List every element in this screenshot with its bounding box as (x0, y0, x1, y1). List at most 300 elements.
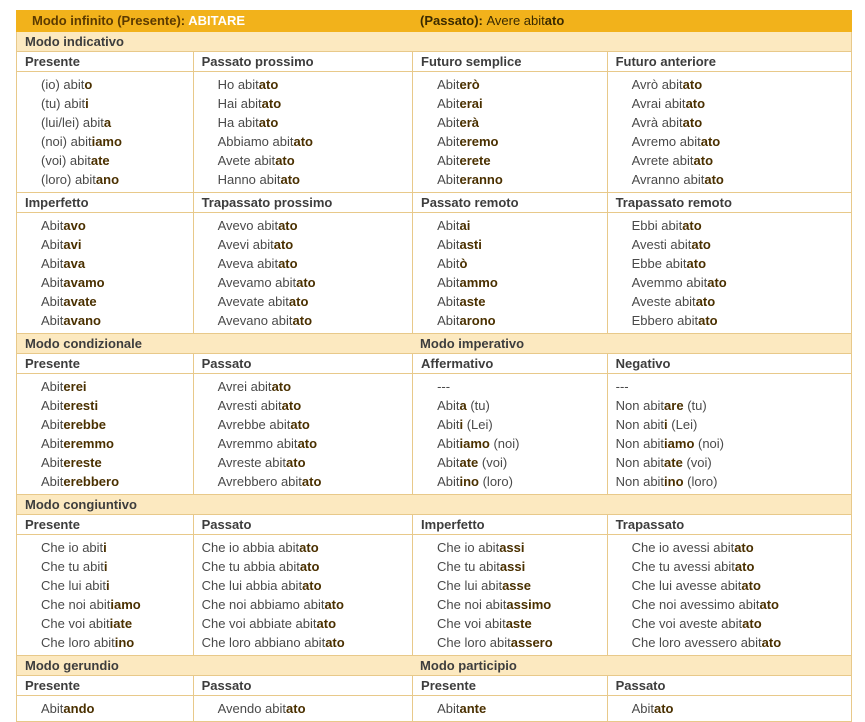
tense-body-row (17, 72, 851, 193)
conjugation-form (41, 235, 193, 254)
form-ending: assi (499, 559, 526, 574)
conjugation-column (412, 213, 607, 333)
conjugation-form (632, 311, 851, 330)
form-stem: Abit (41, 379, 64, 394)
conjugation-form (632, 633, 851, 652)
form-ending: ato (707, 275, 727, 290)
form-ending: eresti (63, 398, 99, 413)
conjugation-column (607, 213, 851, 333)
form-ending: ato (698, 313, 718, 328)
form-stem: Abbiamo abit (217, 134, 294, 149)
conjugation-form (202, 538, 412, 557)
form-ending: ate (90, 153, 110, 168)
form-stem: Che loro avessero abit (631, 635, 762, 650)
form-ending: erebbe (63, 417, 107, 432)
form-ending: ano (95, 172, 120, 187)
tense-header: Passato prossimo (193, 52, 412, 71)
form-ending: i (85, 96, 89, 111)
form-ending: ato (271, 379, 292, 394)
form-stem: Che io abit (41, 540, 104, 555)
tense-body-row (17, 213, 851, 334)
tense-body-row (17, 535, 851, 656)
mode-title: Modo indicativo (25, 34, 124, 49)
form-ending: ato (261, 96, 282, 111)
conjugation-form (41, 75, 193, 94)
tense-body-row (17, 374, 851, 495)
conjugation-form (202, 557, 412, 576)
tense-header: Imperfetto (25, 195, 89, 210)
conjugation-form (41, 254, 193, 273)
conjugation-form (218, 94, 412, 113)
form-ending: iamo (664, 436, 695, 451)
form-stem: Avrei abit (217, 379, 272, 394)
conjugation-column (193, 213, 412, 333)
form-stem: Avranno abit (631, 172, 705, 187)
form-stem: Abit (437, 436, 460, 451)
tense-header-row (17, 193, 851, 213)
form-pronoun: (voi) (682, 455, 712, 470)
form-pronoun: (noi) (489, 436, 520, 451)
tense-header: Presente (412, 676, 607, 695)
form-ending: ato (685, 96, 706, 111)
form-ending: ereste (63, 455, 102, 470)
tense-header-row (17, 515, 851, 535)
form-pronoun: (voi) (478, 455, 508, 470)
form-stem: (loro) abit (41, 172, 96, 187)
form-stem: Avevano abit (217, 313, 293, 328)
form-stem: Avemmo abit (631, 275, 708, 290)
form-ending: iamo (110, 597, 141, 612)
conjugation-form (41, 396, 193, 415)
conjugation-form (632, 292, 851, 311)
conjugation-form (218, 113, 412, 132)
conjugation-form (437, 434, 607, 453)
section-condizionale-imperativo (17, 334, 851, 354)
form-stem: Che io abit (437, 540, 500, 555)
tense-block (17, 676, 851, 722)
conjugation-form (41, 595, 193, 614)
form-ending: i (459, 417, 464, 432)
conjugation-form (41, 292, 193, 311)
form-ending: ato (761, 635, 782, 650)
form-pronoun: (Lei) (667, 417, 698, 432)
form-stem: Che voi abbiate abit (201, 616, 317, 631)
tense-header: Presente (25, 517, 80, 532)
conjugation-form (632, 75, 851, 94)
form-ending: ato (325, 635, 345, 650)
form-stem: Abit (437, 172, 460, 187)
form-stem: Avevate abit (217, 294, 289, 309)
mode-title: Modo congiuntivo (25, 497, 137, 512)
conjugation-form (41, 576, 193, 595)
form-stem: Hanno abit (217, 172, 281, 187)
conjugation-form (437, 538, 607, 557)
conjugation-form (218, 396, 412, 415)
conjugation-form (437, 415, 607, 434)
conjugation-column (17, 72, 193, 192)
mode-title: Modo condizionale (25, 336, 142, 351)
form-stem: --- (437, 379, 451, 394)
conjugation-form (41, 415, 193, 434)
form-ending: ato (682, 218, 702, 233)
form-stem: Avevi abit (217, 237, 274, 252)
conjugation-column (193, 72, 412, 192)
conjugation-form (437, 396, 607, 415)
conjugation-form (632, 151, 851, 170)
form-ending: ate (459, 455, 479, 470)
conjugation-form (41, 113, 193, 132)
conjugation-form (632, 235, 851, 254)
conjugation-column (607, 72, 851, 192)
tense-header-row (17, 676, 851, 696)
mode-title: Modo gerundio (25, 658, 119, 673)
past-stem: Avere abit (486, 13, 545, 28)
conjugation-form (632, 132, 851, 151)
form-ending: iamo (459, 436, 490, 451)
form-ending: ino (114, 635, 135, 650)
conjugation-form (202, 595, 412, 614)
form-stem: Che io abbia abit (201, 540, 300, 555)
tense-block (17, 52, 851, 193)
conjugation-form (632, 216, 851, 235)
form-ending: ammo (459, 275, 498, 290)
form-ending: assimo (506, 597, 552, 612)
form-stem: Abit (41, 237, 64, 252)
form-ending: iamo (91, 134, 122, 149)
conjugation-form (41, 472, 193, 491)
section-congiuntivo (17, 495, 851, 515)
form-stem: Abit (437, 115, 460, 130)
conjugation-form (437, 292, 607, 311)
form-stem: Abit (437, 701, 460, 716)
conjugation-form (437, 235, 607, 254)
conjugation-form (632, 614, 851, 633)
form-ending: erete (459, 153, 491, 168)
form-ending: ato (280, 172, 300, 187)
form-stem: Abit (437, 417, 460, 432)
tense-header: Passato (193, 515, 412, 534)
form-ending: a (459, 398, 467, 413)
form-ending: avamo (63, 275, 105, 290)
form-stem: Che noi abit (437, 597, 507, 612)
form-stem: Avreste abit (217, 455, 287, 470)
form-stem: Che noi avessimo abit (631, 597, 760, 612)
conjugation-form (41, 273, 193, 292)
conjugation-form (437, 377, 607, 396)
form-stem: Che noi abbiamo abit (201, 597, 325, 612)
form-ending: erai (459, 96, 483, 111)
form-stem: Che tu abit (41, 559, 104, 574)
form-stem: Avrà abit (631, 115, 683, 130)
tense-header: Trapassato prossimo (193, 193, 412, 212)
form-ending: ato (734, 559, 755, 574)
tense-header: Imperfetto (412, 515, 607, 534)
form-stem: Che lui abbia abit (201, 578, 303, 593)
form-ending: ato (286, 455, 306, 470)
form-ending: ai (459, 218, 471, 233)
form-ending: ato (654, 701, 674, 716)
form-ending: ante (459, 701, 487, 716)
conjugation-form (632, 557, 851, 576)
mode-title: Modo imperativo (420, 336, 525, 351)
form-ending: asse (502, 578, 531, 593)
conjugation-form (218, 216, 412, 235)
form-stem: Abit (437, 294, 460, 309)
form-ending: ato (258, 77, 279, 92)
conjugation-form (632, 94, 851, 113)
form-ending: i (106, 578, 110, 593)
conjugation-form (437, 113, 607, 132)
tense-header: Futuro anteriore (607, 52, 851, 71)
form-ending: assi (499, 540, 525, 555)
form-stem: Ebbe abit (631, 256, 687, 271)
conjugation-form (632, 595, 851, 614)
tense-header: Passato remoto (412, 193, 607, 212)
conjugation-form (41, 216, 193, 235)
form-stem: Avendo abit (217, 701, 287, 716)
conjugation-form (218, 170, 412, 189)
form-stem: Avrete abit (631, 153, 694, 168)
tense-block (17, 193, 851, 334)
conjugation-column (17, 535, 193, 655)
conjugation-column (17, 213, 193, 333)
conjugation-form (41, 151, 193, 170)
conjugation-form (41, 699, 193, 718)
infinitive-past (412, 10, 852, 32)
form-stem: Non abit (615, 398, 665, 413)
tense-header: Passato (193, 676, 412, 695)
form-ending: ato (682, 77, 703, 92)
form-stem: Avete abit (217, 153, 276, 168)
conjugation-form (616, 377, 851, 396)
form-stem: Avevamo abit (217, 275, 297, 290)
form-stem: Abit (437, 474, 460, 489)
conjugation-form (632, 699, 851, 718)
conjugation-form (41, 453, 193, 472)
form-ending: ato (686, 256, 707, 271)
conjugation-form (437, 633, 607, 652)
form-ending: ato (290, 417, 310, 432)
form-stem: Ebbero abit (631, 313, 699, 328)
form-ending: ato (693, 153, 714, 168)
form-stem: Aveste abit (631, 294, 696, 309)
form-ending: ava (63, 256, 86, 271)
conjugation-form (616, 453, 851, 472)
form-ending: ato (288, 294, 309, 309)
form-ending: ato (700, 134, 721, 149)
conjugation-form (437, 595, 607, 614)
form-ending: i (103, 540, 107, 555)
form-ending: ato (302, 578, 322, 593)
form-stem: Abit (41, 294, 64, 309)
form-stem: Che loro abit (437, 635, 511, 650)
conjugation-form (41, 94, 193, 113)
form-stem: Abit (437, 256, 460, 271)
form-ending: ato (682, 115, 703, 130)
form-ending: ato (278, 256, 298, 271)
form-ending: ino (459, 474, 479, 489)
form-stem: Non abit (615, 455, 665, 470)
conjugation-form (218, 75, 412, 94)
form-stem: (io) abit (41, 77, 85, 92)
form-stem: (voi) abit (41, 153, 91, 168)
infinitive-header (16, 10, 852, 32)
form-ending: ato (299, 559, 320, 574)
form-stem: Che voi abit (437, 616, 506, 631)
form-stem: Abit (437, 96, 460, 111)
conjugation-column (412, 374, 607, 494)
tense-header-row (17, 354, 851, 374)
conjugation-form (41, 311, 193, 330)
form-ending: ato (324, 597, 344, 612)
form-ending: eremo (459, 134, 499, 149)
form-stem: Abit (41, 398, 64, 413)
form-ending: aste (459, 294, 486, 309)
form-ending: avate (63, 294, 97, 309)
conjugation-form (218, 151, 412, 170)
conjugation-form (41, 132, 193, 151)
section-gerundio-participio (17, 656, 851, 676)
form-stem: Che noi abit (41, 597, 111, 612)
form-pronoun: (loro) (683, 474, 718, 489)
form-stem: Abit (41, 474, 64, 489)
conjugation-form (218, 235, 412, 254)
conjugation-form (218, 453, 412, 472)
conjugation-form (437, 614, 607, 633)
form-ending: i (103, 559, 108, 574)
form-stem: Avremmo abit (217, 436, 298, 451)
form-ending: ato (695, 294, 716, 309)
form-stem: (noi) abit (41, 134, 92, 149)
infinitive-verb: ABITARE (188, 13, 246, 28)
form-stem: Abit (41, 256, 64, 271)
form-stem: Abit (41, 313, 64, 328)
form-ending: erei (63, 379, 87, 394)
conjugation-column (193, 535, 412, 655)
form-ending: ato (691, 237, 711, 252)
form-pronoun: (noi) (694, 436, 725, 451)
conjugation-column (607, 535, 851, 655)
conjugation-form (437, 75, 607, 94)
form-ending: ato (292, 313, 313, 328)
conjugation-form (41, 614, 193, 633)
form-ending: ato (278, 218, 298, 233)
form-ending: ato (299, 540, 319, 555)
conjugation-form (218, 699, 412, 718)
conjugation-form (632, 576, 851, 595)
form-stem: Abit (437, 77, 460, 92)
conjugation-form (41, 434, 193, 453)
form-ending: ate (664, 455, 683, 470)
conjugation-column (193, 374, 412, 494)
conjugation-form (616, 434, 851, 453)
past-label: (Passato): (420, 13, 487, 28)
form-ending: ato (704, 172, 724, 187)
form-stem: Che tu abbia abit (201, 559, 300, 574)
form-stem: (lui/lei) abit (41, 115, 104, 130)
form-ending: ino (664, 474, 684, 489)
form-stem: Che io avessi abit (631, 540, 735, 555)
form-ending: are (664, 398, 684, 413)
conjugation-form (437, 557, 607, 576)
form-stem: Aveva abit (217, 256, 279, 271)
conjugation-form (41, 170, 193, 189)
form-stem: Che lui avesse abit (631, 578, 742, 593)
infinitive-present (16, 10, 412, 32)
form-ending: a (103, 115, 112, 130)
form-ending: ando (63, 701, 95, 716)
conjugation-form (437, 273, 607, 292)
form-ending: ato (734, 540, 754, 555)
form-stem: Avrebbe abit (217, 417, 291, 432)
form-stem: Avremo abit (631, 134, 701, 149)
conjugation-form (616, 472, 851, 491)
conjugation-form (616, 415, 851, 434)
conjugation-form (437, 151, 607, 170)
conjugation-form (218, 377, 412, 396)
form-stem: Non abit (615, 474, 665, 489)
form-stem: Avesti abit (631, 237, 692, 252)
form-stem: Abit (437, 237, 460, 252)
form-ending: ato (297, 436, 318, 451)
conjugation-form (437, 576, 607, 595)
form-stem: Avrò abit (631, 77, 683, 92)
conjugation-form (632, 254, 851, 273)
conjugation-form (632, 113, 851, 132)
form-ending: assero (510, 635, 553, 650)
form-stem: Hai abit (217, 96, 262, 111)
form-stem: Abit (437, 218, 460, 233)
form-pronoun: (Lei) (463, 417, 493, 432)
form-ending: ato (316, 616, 337, 631)
form-stem: (tu) abit (41, 96, 86, 111)
form-stem: Che loro abit (41, 635, 115, 650)
conjugation-form (218, 132, 412, 151)
form-stem: Che loro abbiano abit (201, 635, 326, 650)
form-stem: Che tu abit (437, 559, 500, 574)
form-stem: Che tu avessi abit (631, 559, 735, 574)
form-stem: Abit (41, 455, 64, 470)
form-stem: Avrai abit (631, 96, 686, 111)
section-indicativo (17, 32, 851, 52)
mode-title: Modo participio (420, 658, 517, 673)
conjugation-form (41, 538, 193, 557)
form-stem: Che lui abit (41, 578, 107, 593)
tense-header: Trapassato remoto (607, 193, 851, 212)
tense-header: Trapassato (607, 515, 851, 534)
form-ending: ò (459, 256, 468, 271)
form-ending: ato (275, 153, 295, 168)
conjugation-form (218, 434, 412, 453)
form-ending: ato (281, 398, 302, 413)
form-ending: i (664, 417, 668, 432)
form-ending: ato (296, 275, 316, 290)
form-stem: Abit (437, 398, 460, 413)
conjugation-form (41, 377, 193, 396)
form-ending: ato (759, 597, 779, 612)
form-stem: Avevo abit (217, 218, 279, 233)
form-ending: avo (63, 218, 86, 233)
conjugation-form (437, 94, 607, 113)
conjugation-form (437, 170, 607, 189)
conjugation-form (437, 311, 607, 330)
tense-header-row (17, 52, 851, 72)
form-ending: ato (293, 134, 313, 149)
form-ending: arono (459, 313, 496, 328)
conjugation-form (41, 633, 193, 652)
conjugation-form (218, 254, 412, 273)
form-stem: Abit (437, 455, 460, 470)
